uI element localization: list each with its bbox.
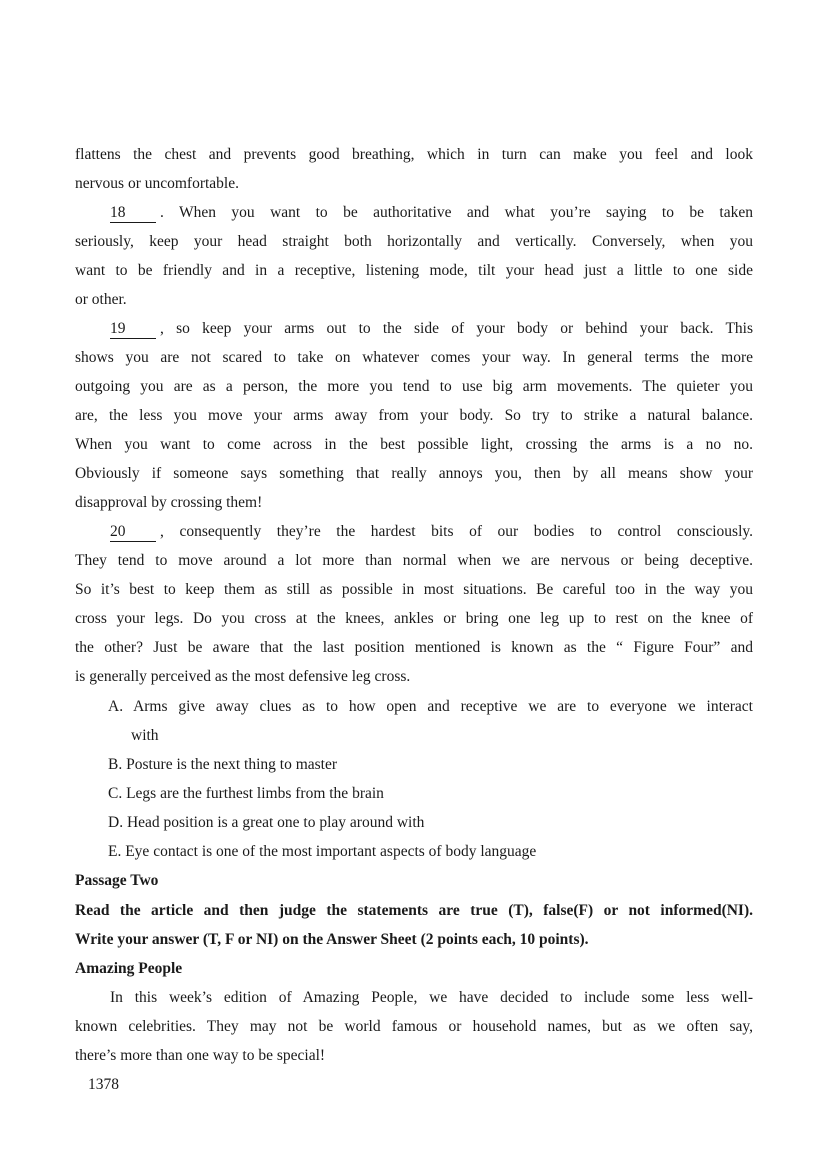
paragraph-line: seriously, keep your head straight both horizontally and vertically. Conversely, when you (75, 233, 753, 250)
instruction-line: Write your answer (T, F or NI) on the Answer Sheet (2 points each, 10 points). (75, 931, 589, 948)
section-heading: Passage Two (75, 872, 159, 889)
paragraph-line: are, the less you move your arms away from your body. So try to strike a natural balance. (75, 407, 753, 424)
paragraph-line: nervous or uncomfortable. (75, 175, 239, 192)
option-a-continued: with (131, 727, 159, 744)
paragraph-20-first-line (110, 517, 753, 546)
paragraph-line: known celebrities. They may not be world famous or household names, but as we often say, (75, 1018, 753, 1035)
paragraph-19-first-line (110, 314, 753, 343)
option-b: B. Posture is the next thing to master (108, 756, 338, 773)
page-number: 1378 (88, 1076, 119, 1093)
paragraph-18-first-line (110, 198, 753, 227)
option-c: C. Legs are the furthest limbs from the brain (108, 785, 384, 802)
paragraph-line: or other. (75, 291, 127, 308)
paragraph-line: When you want to come across in the best possible light, crossing the arms is a no no. (75, 436, 753, 453)
paragraph-text: , so keep your arms out to the side of your body or behind your back. This (160, 320, 753, 337)
paragraph-line: cross your legs. Do you cross at the knees, ankles or bring one leg up to rest on the knee of (75, 610, 753, 627)
paragraph-line: outgoing you are as a person, the more you tend to use big arm movements. The quieter you (75, 378, 753, 395)
option-e: E. Eye contact is one of the most important aspects of body language (108, 843, 537, 860)
blank-20[interactable]: 20 (110, 523, 156, 542)
paragraph-text: . When you want to be authoritative and what you’re saying to be taken (160, 204, 753, 221)
paragraph-line: shows you are not scared to take on whatever comes your way. In general terms the more (75, 349, 753, 366)
paragraph-line: there’s more than one way to be special! (75, 1047, 326, 1064)
instruction-line: Read the article and then judge the statements are true (T), false(F) or not informed(NI). (75, 902, 753, 919)
option-d: D. Head position is a great one to play around with (108, 814, 425, 831)
paragraph-line: Obviously if someone says something that really annoys you, then by all means show your (75, 465, 753, 482)
paragraph-line: In this week’s edition of Amazing People, we have decided to include some less well- (110, 989, 753, 1006)
paragraph-line: want to be friendly and in a receptive, listening mode, tilt your head just a little to one side (75, 262, 753, 279)
paragraph-line: flattens the chest and prevents good breathing, which in turn can make you feel and look (75, 146, 753, 163)
article-title: Amazing People (75, 960, 183, 977)
paragraph-line: disapproval by crossing them! (75, 494, 263, 511)
option-a: A. Arms give away clues as to how open and receptive we are to everyone we interact (108, 698, 753, 715)
paragraph-line: is generally perceived as the most defensive leg cross. (75, 668, 411, 685)
blank-18[interactable]: 18 (110, 204, 156, 223)
paragraph-line: So it’s best to keep them as still as possible in most situations. Be careful too in the way you (75, 581, 753, 598)
paragraph-text: , consequently they’re the hardest bits of our bodies to control consciously. (160, 523, 753, 540)
paragraph-line: the other? Just be aware that the last position mentioned is known as the “ Figure Four” and (75, 639, 753, 656)
paragraph-line: They tend to move around a lot more than normal when we are nervous or being deceptive. (75, 552, 753, 569)
blank-19[interactable]: 19 (110, 320, 156, 339)
